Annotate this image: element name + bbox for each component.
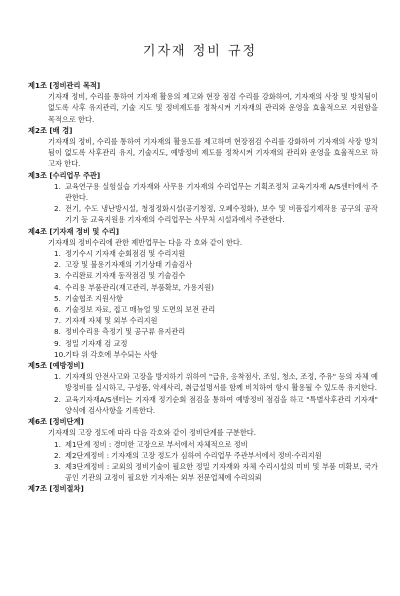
article-list-item: [54, 181, 378, 203]
article-heading: 제3조 [수리업무 주관]: [28, 170, 101, 180]
item-text: 교육기자재A/S센터는 기자재 정기순회 점검을 통하여 예방정비 점검을 하고 "특별사후관리 기자재" 양식에 검사사항을 기록한다.: [65, 394, 378, 415]
document-body: [28, 80, 378, 495]
article-list-item: [54, 315, 378, 326]
item-number: 2.: [54, 394, 61, 404]
item-text: 전기, 수도 냉난방시설, 청정정화시설(공기청정, 오폐수정화), 보수 및 비품집기제작용 공구의 공작기기 등 교육지원용 기자재의 수리업무는 사무처 시설과에서 주관한다.: [65, 204, 378, 225]
item-text: 기타 위 각호에 부수되는 사항: [65, 349, 158, 359]
article-section: [28, 226, 378, 360]
article-list-item: [54, 394, 378, 416]
item-text: 수리용 부품관리(재고관리, 부품확보, 가용지원): [65, 282, 214, 292]
article-section: [28, 360, 378, 416]
article-heading: 제1조 [정비관리 목적]: [28, 81, 101, 90]
article-list-item: [54, 371, 378, 393]
article-paragraph: 기자재 정비, 수리를 통하여 기자재 활용의 제고와 현장 점검 수리를 강화하여, 기자재의 사장 및 방치됨이 없도록 사후 유지관리, 기술 지도 및 정비제도를 정착시켜 기자재의 관리와 운영을 효율적으로 지원함을 목적으로 한다.: [48, 92, 378, 124]
article-paragraph: 기자재의 정비수리에 관한 제반업무는 다음 각 호와 같이 한다.: [48, 237, 243, 247]
article-list-item: [54, 349, 378, 360]
item-text: 정기수시 기자재 순회점검 및 수리지원: [65, 249, 186, 259]
item-number: 9.: [54, 338, 61, 348]
article-heading: 제6조 [정비단계]: [28, 417, 84, 427]
article-section: [28, 416, 378, 483]
article-list-item: [54, 293, 378, 304]
article-heading: 제5조 [예방정비]: [28, 361, 84, 371]
article-list-item: [54, 450, 378, 461]
article-list-item: [54, 326, 378, 337]
item-text: 제1단계 정비 : 경미한 고장으로 부서에서 자체적으로 정비: [65, 439, 248, 449]
item-text: 기술협조 지원사항: [65, 293, 123, 303]
item-number: 3.: [54, 271, 61, 281]
article-list-item: [54, 338, 378, 349]
article-list-item: [54, 304, 378, 315]
article-heading: 제2조 [배 경]: [28, 125, 73, 135]
item-text: 정밀 기자재 검 교정: [65, 338, 128, 348]
item-number: 7.: [54, 316, 61, 326]
item-text: 수리완료 기자재 동작점검 및 기술검수: [65, 271, 186, 281]
article-list-item: [54, 248, 378, 259]
article-list-item: [54, 439, 378, 450]
item-text: 기자재의 안전사고와 고장을 방지하기 위하여 "급유, 응착점사, 조임, 청소, 조정, 주유" 등의 자체 예방정비를 실시하고, 구성품, 악세사리, 취급설명서를 함께 비치하여 항시 활용될 수 있도록 유지한다.: [65, 372, 378, 393]
item-number: 1.: [54, 181, 61, 191]
item-number: 1.: [54, 439, 61, 449]
article-section: [28, 483, 378, 494]
item-number: 2.: [54, 204, 61, 214]
item-text: 제2단계정비 : 기자재의 고장 정도가 심하여 수리업무 주관부서에서 정비·수리지원: [65, 450, 322, 460]
article-list-item: [54, 282, 378, 293]
item-number: 2.: [54, 450, 61, 460]
item-number: 1.: [54, 249, 61, 259]
article-list-item: [54, 461, 378, 483]
article-heading: 제4조 [기자재 정비 및 수리]: [28, 226, 120, 236]
item-number: 4.: [54, 282, 61, 292]
item-number: 1.: [54, 372, 61, 382]
article-section: [28, 170, 378, 226]
item-text: 기자재 자체 및 외부 수리지원: [65, 316, 158, 326]
article-heading: 제7조 [정비절차]: [28, 484, 84, 494]
item-number: 6.: [54, 305, 61, 315]
item-number: 2.: [54, 260, 61, 270]
article-list-item: [54, 259, 378, 270]
item-text: 교육연구용 실험실습 기자재와 사무용 기자재의 수리업무는 기획조정처 교육기자재 A/S센터에서 주관한다.: [65, 181, 378, 203]
item-number: 5.: [54, 293, 61, 303]
item-text: 기술정보 자료, 접고 매뉴얼 및 도면의 보전 관리: [65, 305, 216, 315]
item-text: 정비수리용 측정기 및 공구류 유지관리: [65, 327, 186, 337]
item-text: 고장 및 불용기자재의 기기상태 기술검사: [65, 260, 193, 270]
article-list-item: [54, 270, 378, 281]
article-section: [28, 125, 378, 170]
article-list-item: [54, 203, 378, 225]
item-number: 8.: [54, 327, 61, 337]
article-paragraph: 기자재의 고장 정도에 따라 다음 각호와 같이 정비단계를 구분한다.: [48, 428, 257, 438]
article-section: [28, 80, 378, 125]
item-number: 10.: [54, 349, 66, 359]
document-title: 기자재 정비 규정: [142, 44, 258, 59]
item-number: 3.: [54, 461, 61, 471]
item-text: 제3단계정비 : 교외의 정비기술이 필요한 정밀 기자재와 자체 수리시설의 미비 및 부품 미확보, 국가공인 기관의 교정이 필요한 기자재는 외부 전문업체에 수리의뢰: [65, 461, 378, 483]
article-paragraph: 기자재의 정비, 수리를 통하여 기자재의 활용도를 제고하며 현장점검 수리를 강화하여 기자재의 사장 방치됨이 없도록 사후관리 유지, 기술지도, 예방정비 제도를 정착시켜 기자재의 관리와 운영을 효율적으로 하고자 한다.: [48, 137, 378, 169]
